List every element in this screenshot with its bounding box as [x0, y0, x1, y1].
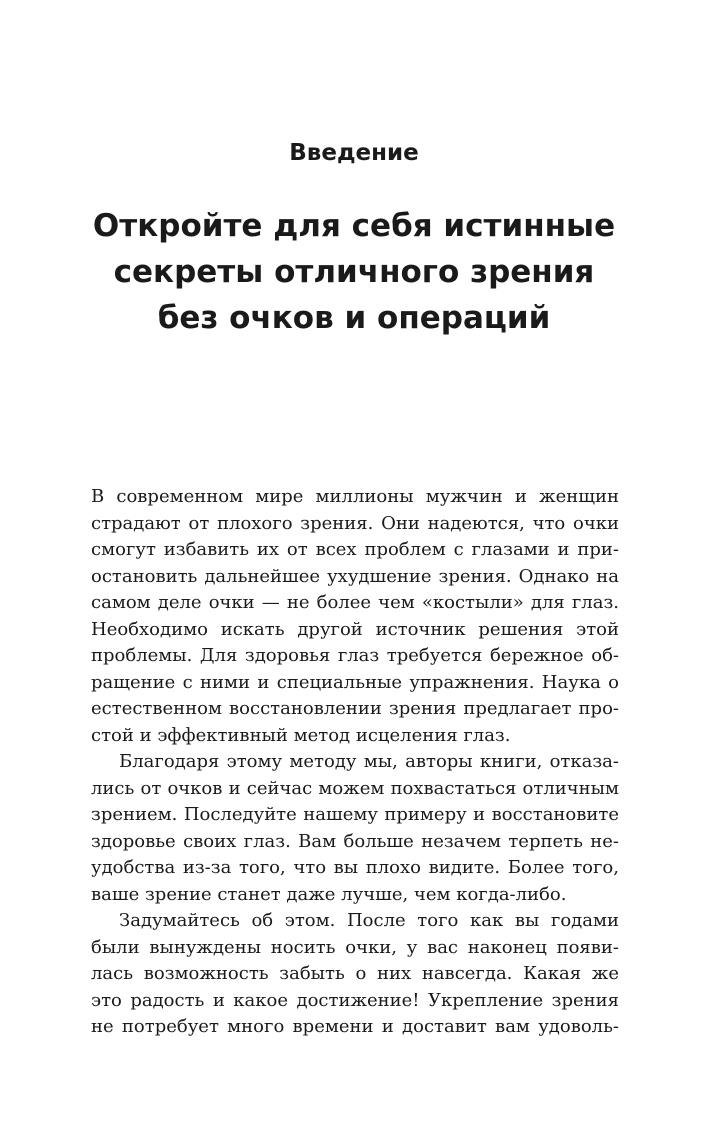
text-line: Необходимо искать другой источник решения этой	[91, 618, 619, 640]
text-line: лись от очков и сейчас можем похвастаться отличным	[91, 777, 619, 799]
text-line: удобства из-за того, что вы плохо видите. Более того,	[91, 857, 619, 878]
text-line: самом деле очки — не более чем «костыли» для глаз.	[91, 592, 619, 613]
text-line: не потребует много времени и доставит вам удоволь-	[91, 1016, 619, 1037]
chapter-title-line: секреты отличного зрения	[113, 254, 595, 290]
text-line: лась возможность забыть о них навсегда. Какая же	[91, 963, 619, 984]
text-line: зрением. Последуйте нашему примеру и восстановите	[91, 804, 619, 825]
text-line: В современном мире миллионы мужчин и женщин	[91, 486, 619, 507]
section-label: Введение	[289, 140, 419, 166]
body-text	[91, 484, 619, 1041]
chapter-title-line: без очков и операций	[157, 300, 551, 336]
text-line: остановить дальнейшее ухудшение зрения. Однако на	[91, 565, 619, 587]
text-line: Благодаря этому методу мы, авторы книги, отказа-	[119, 751, 619, 772]
text-line: ращение с ними и специальные упражнения. Наука о	[91, 671, 619, 693]
chapter-title	[0, 203, 708, 341]
text-line: здоровье своих глаз. Вам больше незачем терпеть не-	[91, 830, 619, 852]
text-line: страдают от плохого зрения. Они надеются, что очки	[91, 512, 619, 534]
text-line: это радость и какое достижение! Укрепление зрения	[91, 989, 619, 1011]
chapter-title-line: Откройте для себя истинные	[92, 208, 616, 244]
text-line: естественном восстановлении зрения предлагает про-	[91, 698, 619, 719]
text-line: ваше зрение станет даже лучше, чем когда-либо.	[91, 883, 567, 905]
text-line: стой и эффективный метод исцеления глаз.	[91, 724, 511, 746]
text-line: были вынуждены носить очки, у вас наконец появи-	[91, 936, 619, 958]
text-line: смогут избавить их от всех проблем с глазами и при-	[91, 539, 619, 560]
text-line: проблемы. Для здоровья глаз требуется бережное об-	[91, 645, 619, 666]
text-line: Задумайтесь об этом. После того как вы годами	[119, 910, 619, 931]
